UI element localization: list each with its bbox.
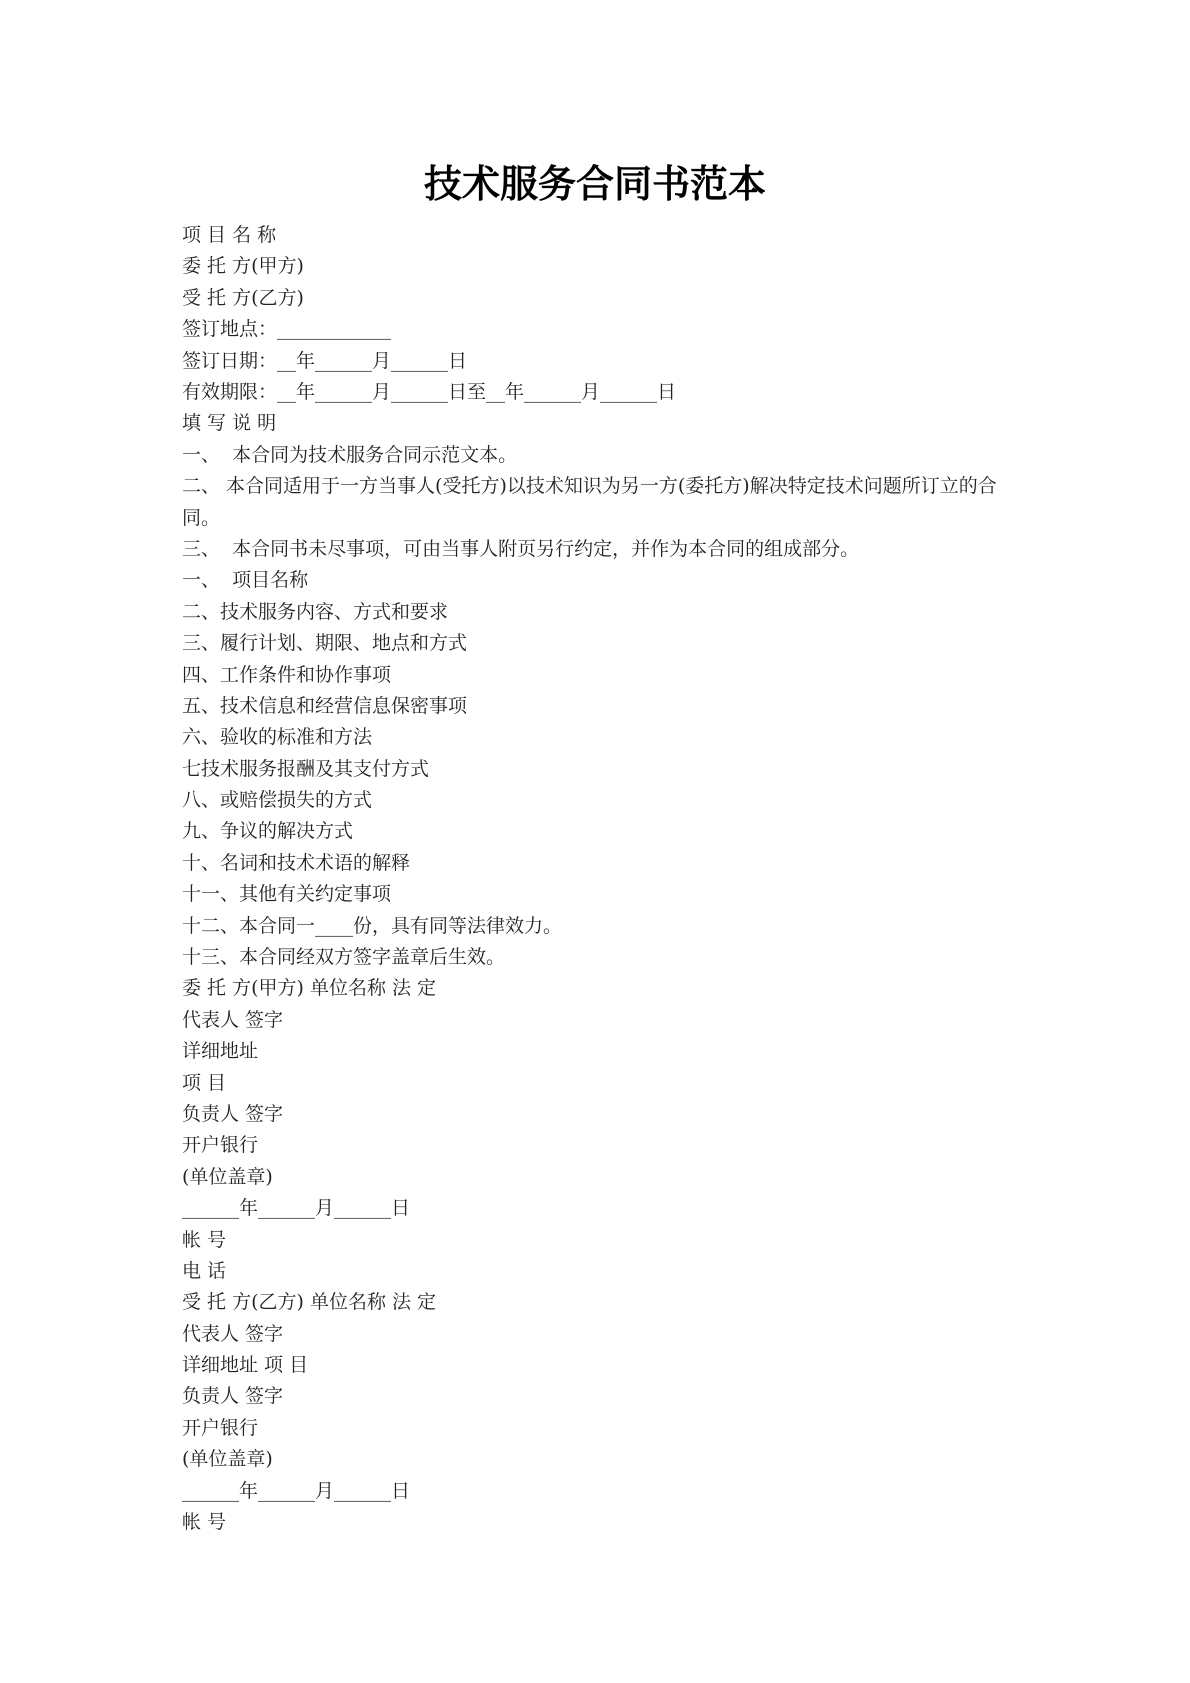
party-b-signature-block — [182, 1287, 1022, 1538]
party-b-line: (单位盖章) — [182, 1448, 273, 1471]
party-b-line: ______年______月______日 — [182, 1479, 411, 1502]
clause-item: 二、技术服务内容、方式和要求 — [182, 600, 449, 623]
party-a-line: 负责人 签字 — [182, 1102, 284, 1125]
party-b-line: 详细地址 项 目 — [182, 1354, 309, 1377]
document-title: 技术服务合同书范本 — [423, 162, 766, 206]
field-signing-place: 签订地点：____________ — [182, 318, 392, 341]
party-a-line: 详细地址 — [182, 1040, 259, 1063]
field-signing-date: 签订日期：__年______月______日 — [182, 349, 468, 372]
clauses-list — [182, 565, 1022, 973]
party-a-line: (单位盖章) — [182, 1165, 273, 1188]
party-a-line: 代表人 签字 — [182, 1008, 284, 1031]
clause-item: 十二、本合同一____份，具有同等法律效力。 — [182, 914, 563, 937]
instruction-item: 一、 本合同为技术服务合同示范文本。 — [182, 443, 518, 466]
party-a-line: ______年______月______日 — [182, 1197, 411, 1220]
clause-item: 六、验收的标准和方法 — [182, 726, 373, 749]
clause-item: 八、或赔偿损失的方式 — [182, 789, 373, 812]
clause-item: 一、 项目名称 — [182, 569, 309, 592]
party-b-line: 开户银行 — [182, 1416, 259, 1439]
clause-item: 七技术服务报酬及其支付方式 — [182, 757, 430, 780]
party-b-line: 受 托 方(乙方) 单位名称 法 定 — [182, 1291, 437, 1314]
instruction-item: 三、 本合同书未尽事项，可由当事人附页另行约定，并作为本合同的组成部分。 — [182, 537, 860, 560]
instructions-heading: 填 写 说 明 — [182, 412, 277, 435]
header-fields — [182, 220, 1022, 408]
field-party-b: 受 托 方(乙方) — [182, 286, 304, 309]
clause-item: 四、工作条件和协作事项 — [182, 663, 392, 686]
instruction-item: 二、 本合同适用于一方当事人(受托方)以技术知识为另一方(委托方)解决特定技术问题所订立的合同。 — [182, 475, 997, 529]
party-a-line: 项 目 — [182, 1071, 227, 1094]
document-body — [182, 220, 1022, 1538]
field-party-a: 委 托 方(甲方) — [182, 255, 304, 278]
clause-item: 十一、其他有关约定事项 — [182, 883, 392, 906]
party-a-line: 开户银行 — [182, 1134, 259, 1157]
field-validity-period: 有效期限：__年______月______日至__年______月______日 — [182, 380, 677, 403]
clause-item: 三、履行计划、期限、地点和方式 — [182, 632, 468, 655]
party-b-line: 代表人 签字 — [182, 1322, 284, 1345]
clause-item: 十三、本合同经双方签字盖章后生效。 — [182, 946, 506, 969]
party-a-line: 电 话 — [182, 1259, 227, 1282]
clause-item: 九、争议的解决方式 — [182, 820, 354, 843]
clause-item: 五、技术信息和经营信息保密事项 — [182, 694, 468, 717]
party-a-line: 帐 号 — [182, 1228, 227, 1251]
party-a-line: 委 托 方(甲方) 单位名称 法 定 — [182, 977, 437, 1000]
instructions-list — [182, 440, 1022, 566]
party-a-signature-block — [182, 973, 1022, 1287]
party-b-line: 负责人 签字 — [182, 1385, 284, 1408]
clause-item: 十、名词和技术术语的解释 — [182, 851, 411, 874]
field-project-name: 项 目 名 称 — [182, 224, 277, 246]
party-b-line: 帐 号 — [182, 1511, 227, 1534]
